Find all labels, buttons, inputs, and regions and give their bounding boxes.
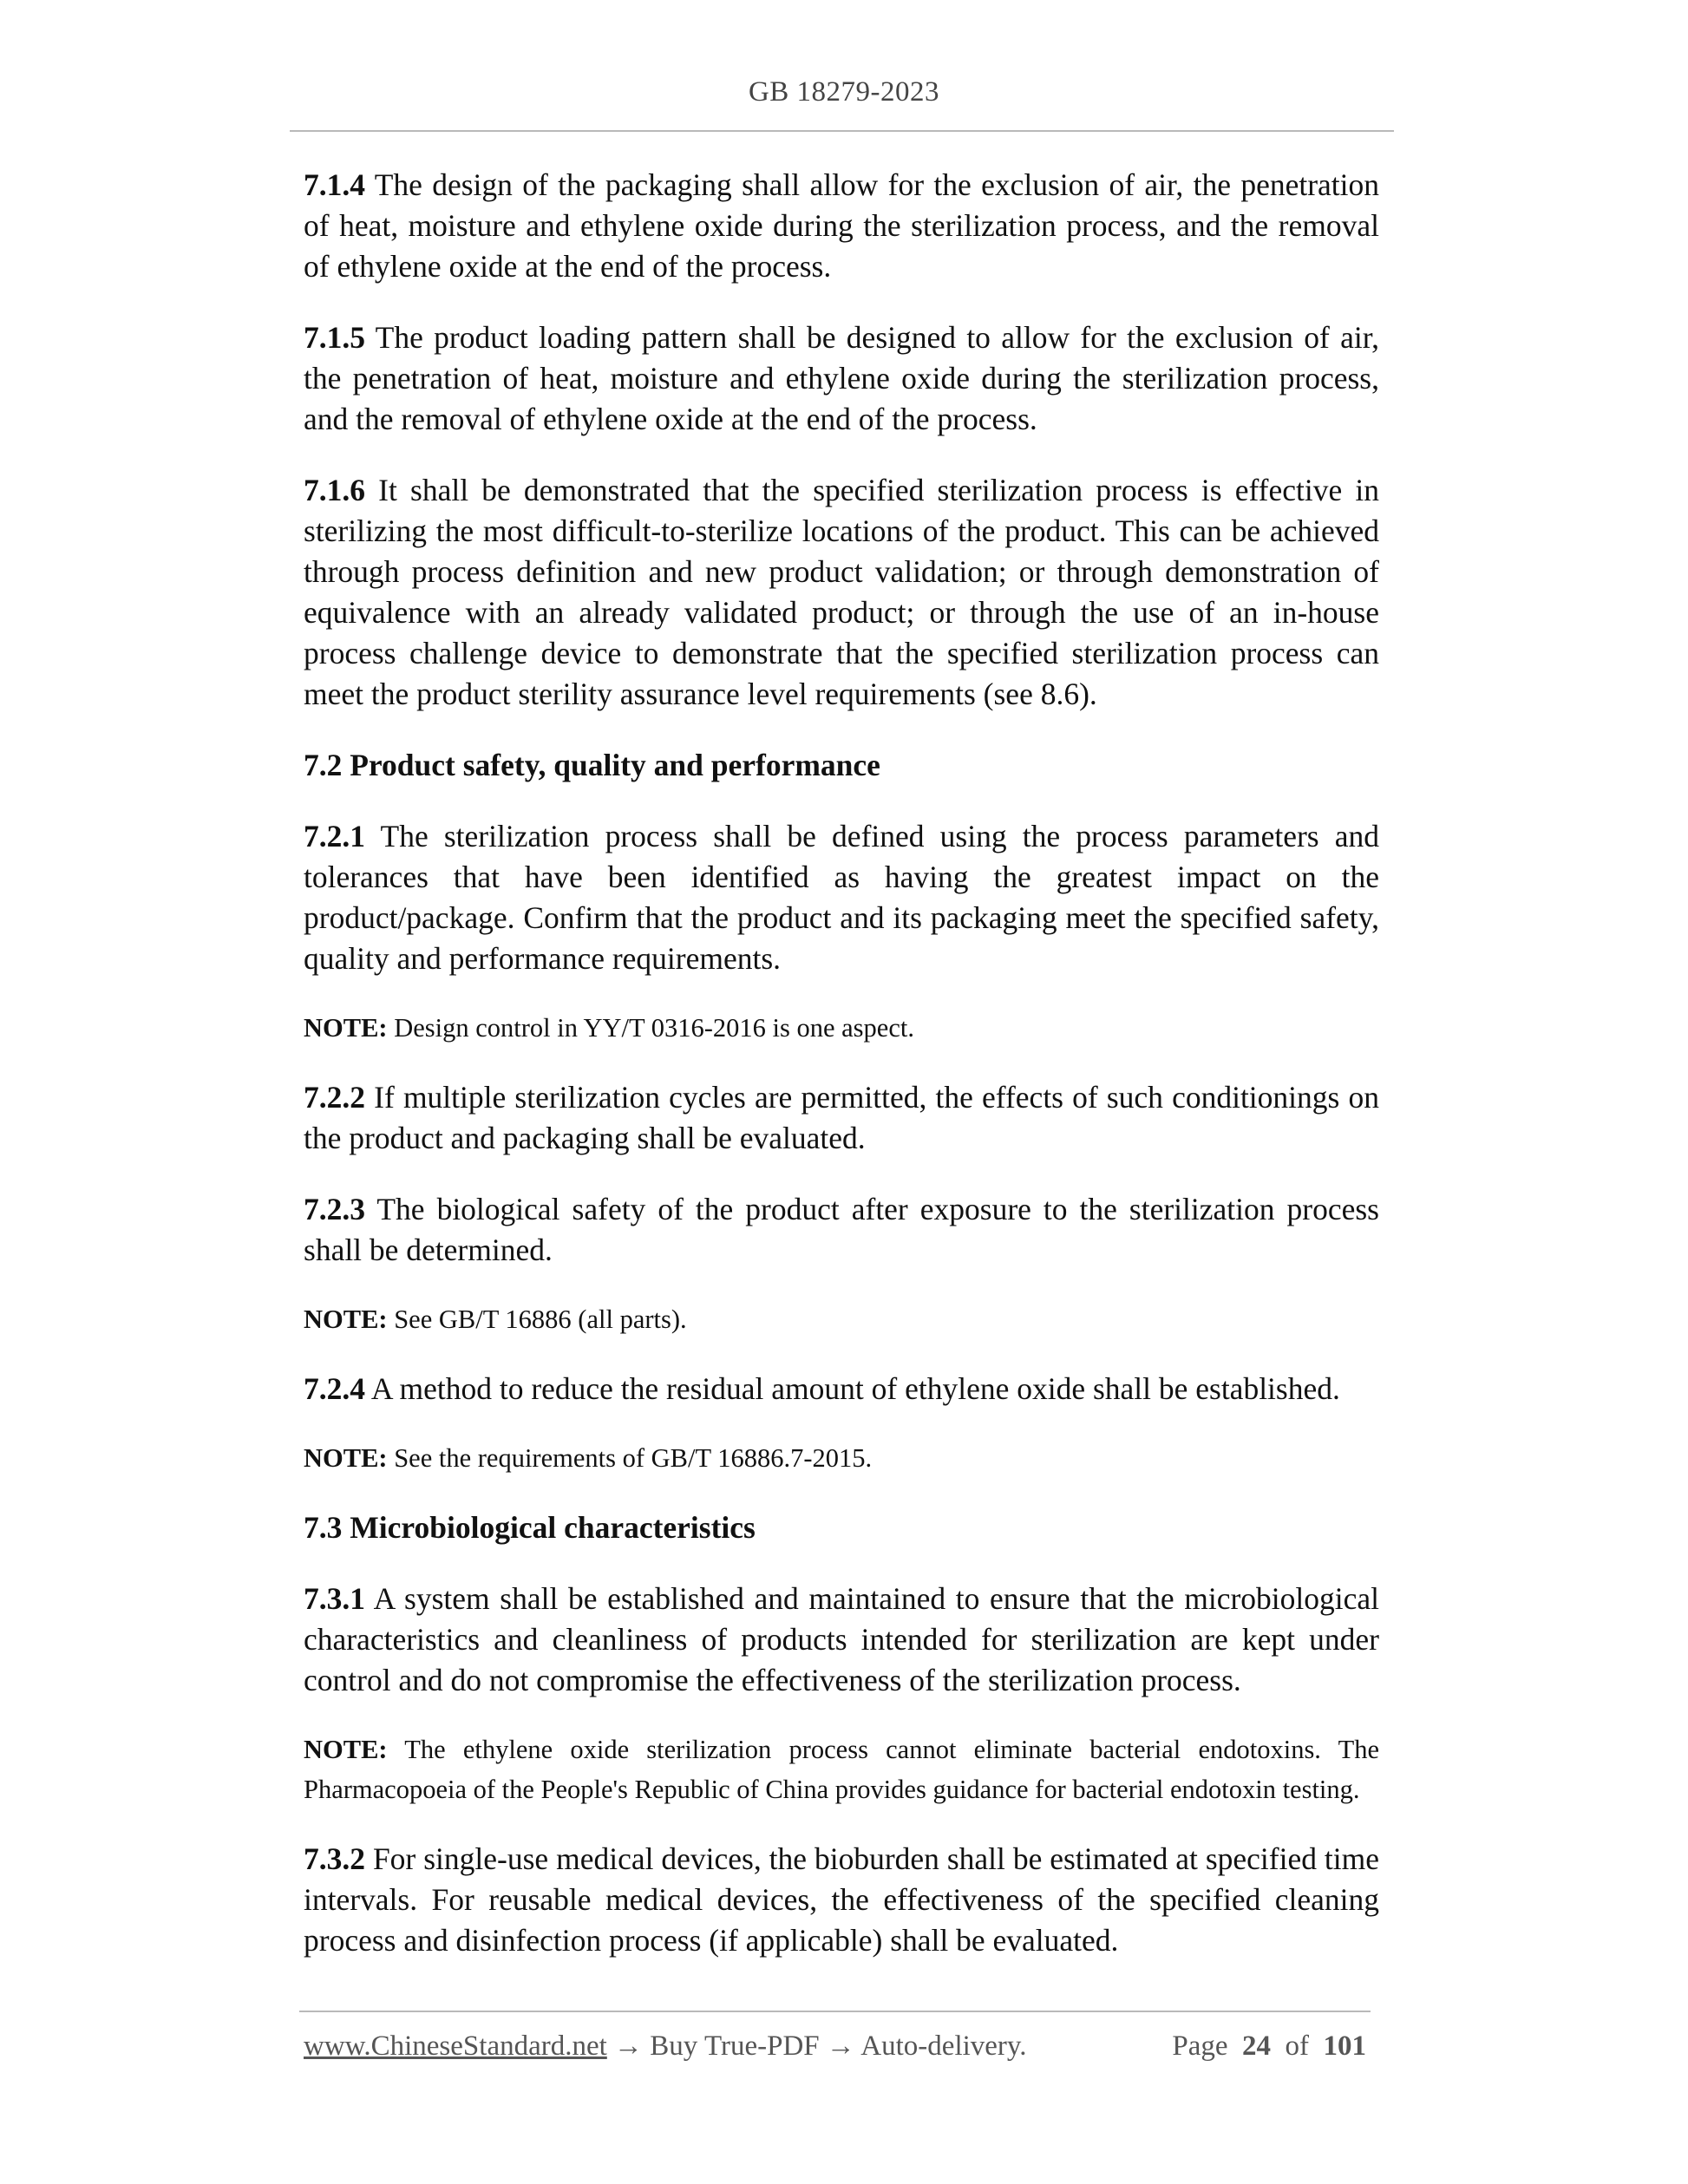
note-label: NOTE: <box>304 1305 388 1334</box>
note-text: Design control in YY/T 0316-2016 is one aspect. <box>387 1013 914 1043</box>
clause-text: A system shall be established and maintained to ensure that the microbiological characteristics and cleanliness of products intended for sterilization are kept under control and do not compromise the effectiveness of the sterilization process. <box>304 1581 1379 1697</box>
section-number: 7.2 <box>304 748 343 782</box>
clause-number: 7.2.2 <box>304 1080 365 1115</box>
website-link[interactable]: www.ChineseStandard.net <box>304 2030 607 2062</box>
clause-7-1-5 <box>304 317 1379 440</box>
note-7-2-3 <box>304 1299 1379 1339</box>
note-7-2-4 <box>304 1438 1379 1478</box>
page-indicator <box>1172 2030 1366 2063</box>
clause-7-1-4 <box>304 165 1379 287</box>
note-7-3-1 <box>304 1730 1379 1809</box>
clause-7-2-4 <box>304 1369 1379 1409</box>
clause-text: If multiple sterilization cycles are permitted, the effects of such conditionings on the product and packaging shall be evaluated. <box>304 1080 1379 1155</box>
section-heading-7-2 <box>304 745 1379 786</box>
clause-7-2-1 <box>304 816 1379 979</box>
page-header: GB 18279-2023 <box>748 76 940 108</box>
note-text: See the requirements of GB/T 16886.7-2015. <box>387 1443 873 1473</box>
clause-number: 7.2.1 <box>304 819 365 853</box>
note-text: The ethylene oxide sterilization process cannot eliminate bacterial endotoxins. The Pharmacopoeia of the People's Republic of China provides guidance for bacterial endotoxin testing. <box>304 1735 1379 1804</box>
of-label: of <box>1285 2030 1309 2062</box>
clause-text: For single-use medical devices, the bioburden shall be estimated at specified time intervals. For reusable medical devices, the effectiveness of the specified cleaning process and disinfection process (if applicable) shall be evaluated. <box>304 1841 1379 1958</box>
page-number: 24 <box>1242 2030 1271 2062</box>
clause-7-2-2 <box>304 1077 1379 1159</box>
clause-text: It shall be demonstrated that the specified sterilization process is effective in sterilizing the most difficult-to-sterilize locations of the product. This can be achieved through process definition and new product validation; or through demonstration of equivalence with an already validated product; or through the use of an in-house process challenge device to demonstrate that the specified sterilization process can meet the product sterility assurance level requirements (see 8.6). <box>304 473 1379 711</box>
page-total: 101 <box>1323 2030 1366 2062</box>
section-title: Microbiological characteristics <box>342 1510 756 1545</box>
section-number: 7.3 <box>304 1510 343 1545</box>
note-label: NOTE: <box>304 1443 388 1473</box>
section-heading-7-3 <box>304 1507 1379 1548</box>
clause-7-3-1 <box>304 1579 1379 1701</box>
clause-7-1-6 <box>304 470 1379 715</box>
clause-7-2-3 <box>304 1189 1379 1271</box>
clause-text: A method to reduce the residual amount of ethylene oxide shall be established. <box>365 1371 1340 1406</box>
footer-promo <box>304 2030 1027 2063</box>
clause-number: 7.3.2 <box>304 1841 365 1876</box>
clause-number: 7.1.6 <box>304 473 365 507</box>
clause-number: 7.2.3 <box>304 1192 365 1226</box>
clause-number: 7.1.4 <box>304 167 365 202</box>
footer-divider <box>299 2011 1371 2012</box>
footer-promo-text: → Buy True-PDF → Auto-delivery. <box>606 2030 1027 2062</box>
header-divider <box>290 130 1394 132</box>
clause-text: The biological safety of the product after exposure to the sterilization process shall be determined. <box>304 1192 1379 1267</box>
note-7-2-1 <box>304 1008 1379 1048</box>
clause-number: 7.2.4 <box>304 1371 365 1406</box>
clause-number: 7.1.5 <box>304 320 365 355</box>
note-label: NOTE: <box>304 1735 388 1764</box>
clause-text: The design of the packaging shall allow for the exclusion of air, the penetration of heat, moisture and ethylene oxide during the sterilization process, and the removal of ethylene oxide at the end of the process. <box>304 167 1379 284</box>
note-label: NOTE: <box>304 1013 388 1043</box>
document-body <box>304 165 1379 1991</box>
section-title: Product safety, quality and performance <box>342 748 880 782</box>
clause-7-3-2 <box>304 1839 1379 1961</box>
page-label: Page <box>1172 2030 1228 2062</box>
clause-number: 7.3.1 <box>304 1581 365 1616</box>
clause-text: The product loading pattern shall be designed to allow for the exclusion of air, the penetration of heat, moisture and ethylene oxide during the sterilization process, and the removal of ethylene oxide at the end of the process. <box>304 320 1379 436</box>
clause-text: The sterilization process shall be defined using the process parameters and tolerances that have been identified as having the greatest impact on the product/package. Confirm that the product and its packaging meet the specified safety, quality and performance requirements. <box>304 819 1379 976</box>
note-text: See GB/T 16886 (all parts). <box>387 1305 687 1334</box>
